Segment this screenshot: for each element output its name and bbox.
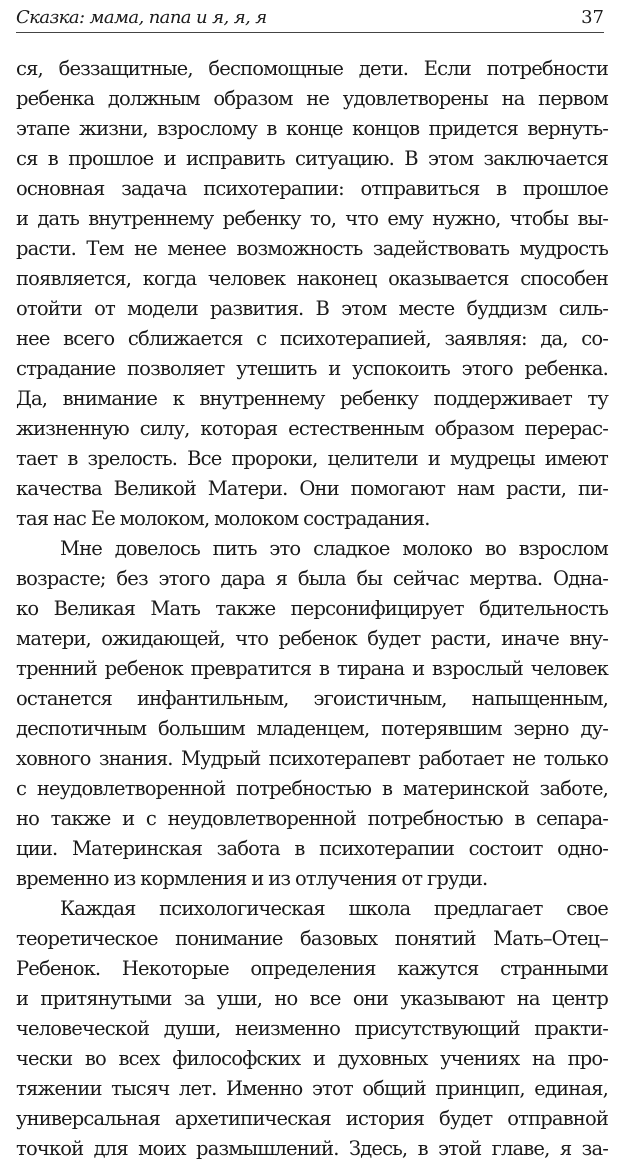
text-line: жизненную силу, которая естественным образом перерас-: [16, 417, 608, 440]
text-line: и притянутыми за уши, но все они указывают на центр: [16, 987, 608, 1010]
text-line: но также и с неудовлетворенной потребностью в сепара-: [16, 807, 608, 830]
text-line: ся в прошлое и исправить ситуацию. В этом заключается: [16, 147, 608, 170]
chapter-title: Сказка: мама, папа и я, я, я: [16, 7, 267, 28]
text-line: тает в зрелость. Все пророки, целители и мудрецы имеют: [16, 447, 608, 470]
text-line: ся, беззащитные, беспомощные дети. Если потребности: [16, 57, 608, 80]
text-line: расти. Тем не менее возможность задействовать мудрость: [16, 237, 608, 260]
text-line: тренний ребенок превратится в тирана и взрослый человек: [16, 657, 608, 680]
text-line: чески во всех философских и духовных учениях на про-: [16, 1047, 608, 1070]
text-line: тая нас Ее молоком, молоком сострадания.: [16, 507, 430, 530]
text-line: Да, внимание к внутреннему ребенку поддерживает ту: [16, 387, 608, 410]
text-line: деспотичным большим младенцем, потерявшим зерно ду-: [16, 717, 608, 740]
text-line: с неудовлетворенной потребностью в материнской заботе,: [16, 777, 608, 800]
text-line: отойти от модели развития. В этом месте буддизм силь-: [16, 297, 608, 320]
text-line: появляется, когда человек наконец оказывается способен: [16, 267, 608, 290]
text-line: качества Великой Матери. Они помогают нам расти, пи-: [16, 477, 608, 500]
text-line: ховного знания. Мудрый психотерапевт работает не только: [16, 747, 608, 770]
text-line: универсальная архетипическая история будет отправной: [16, 1107, 608, 1130]
text-line: ребенка должным образом не удовлетворены на первом: [16, 87, 608, 110]
text-line: нее всего сближается с психотерапией, заявляя: да, со-: [16, 327, 608, 350]
text-line: Каждая психологическая школа предлагает свое: [60, 897, 608, 920]
text-line: ции. Материнская забота в психотерапии состоит одно-: [16, 837, 608, 860]
text-line: точкой для моих размышлений. Здесь, в этой главе, я за-: [16, 1137, 608, 1160]
text-line: и дать внутреннему ребенку то, что ему нужно, чтобы вы-: [16, 207, 608, 230]
text-line: человеческой души, неизменно присутствующий практи-: [16, 1017, 608, 1040]
text-line: возрасте; без этого дара я была бы сейчас мертва. Одна-: [16, 567, 608, 590]
text-line: Ребенок. Некоторые определения кажутся странными: [16, 957, 608, 980]
text-line: страдание позволяет утешить и успокоить этого ребенка.: [16, 357, 608, 380]
text-line: останется инфантильным, эгоистичным, напыщенным,: [16, 687, 608, 710]
text-line: временно из кормления и из отлучения от груди.: [16, 867, 488, 890]
page-number: 37: [581, 7, 604, 28]
text-line: основная задача психотерапии: отправиться в прошлое: [16, 177, 608, 200]
text-line: ко Великая Мать также персонифицирует бдительность: [16, 597, 608, 620]
body-text: [16, 54, 608, 1164]
text-line: теоретическое понимание базовых понятий Мать–Отец–: [16, 927, 608, 950]
text-line: матери, ожидающей, что ребенок будет расти, иначе вну-: [16, 627, 608, 650]
text-line: тяжении тысяч лет. Именно этот общий принцип, единая,: [16, 1077, 608, 1100]
running-header: [16, 6, 604, 33]
text-line: этапе жизни, взрослому в конце концов придется вернуть-: [16, 117, 608, 140]
text-line: Мне довелось пить это сладкое молоко во взрослом: [60, 537, 608, 560]
